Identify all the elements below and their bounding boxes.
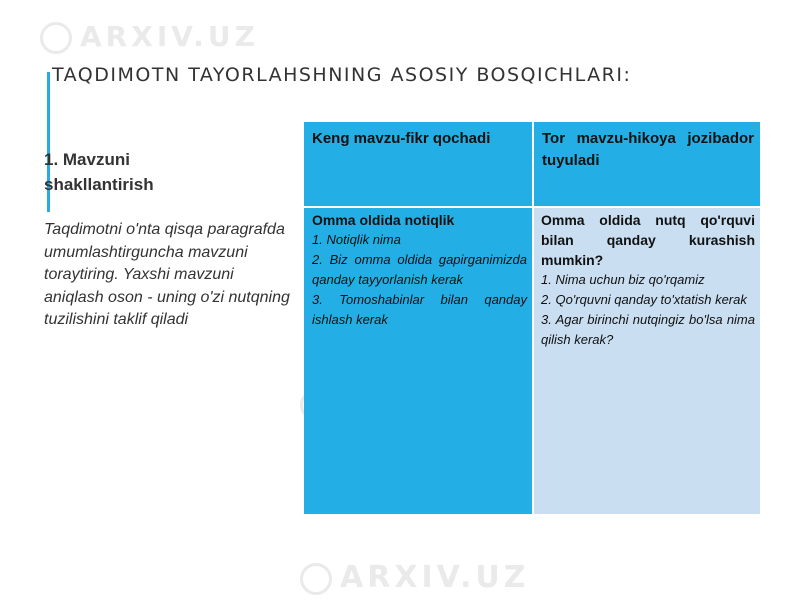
watermark-top: ARXIV.UZ xyxy=(40,20,259,54)
list-item: 2. Qo'rquvni qanday to'xtatish kerak xyxy=(541,292,747,307)
table-cell-broad-topic xyxy=(304,208,532,514)
list-item: 1. Nima uchun biz qo'rqamiz xyxy=(541,272,705,287)
list-item: 1. Notiqlik nima xyxy=(312,232,401,247)
section-heading: 1. Mavzuni shakllantirish xyxy=(44,150,154,194)
table-header-broad-topic: Keng mavzu-fikr qochadi xyxy=(304,122,532,206)
cell-list xyxy=(312,230,527,330)
table-header-narrow-topic: Tor mavzu-hikoya jozibador tuyuladi xyxy=(534,122,760,206)
section-description: Taqdimotni o'nta qisqa paragrafda umumlashtirguncha mavzuni toraytiring. Yaxshi mavzuni aniqlash oson - uning o'zi nutqning tuzilishini taklif qiladi xyxy=(44,221,290,328)
watermark-bottom: ARXIV.UZ xyxy=(300,560,529,595)
table-cell-narrow-topic xyxy=(534,208,760,514)
list-item: 2. Biz omma oldida gapirganimizda qanday tayyorlanish kerak xyxy=(312,252,527,287)
list-item: 3. Agar birinchi nutqingiz bo'lsa nima qilish kerak? xyxy=(541,312,755,347)
comparison-table xyxy=(304,122,760,514)
list-item: 3. Tomoshabinlar bilan qanday ishlash kerak xyxy=(312,292,527,327)
cell-list xyxy=(541,270,755,350)
watermark-logo-icon xyxy=(40,22,72,54)
watermark-logo-icon xyxy=(300,563,332,595)
slide-title: TAQDIMOTN TAYORLAHSHNING ASOSIY BOSQICHLARI: xyxy=(52,64,632,86)
cell-title: Omma oldida nutq qo'rquvi bilan qanday kurashish mumkin? xyxy=(541,212,755,268)
cell-title: Omma oldida notiqlik xyxy=(312,212,455,228)
